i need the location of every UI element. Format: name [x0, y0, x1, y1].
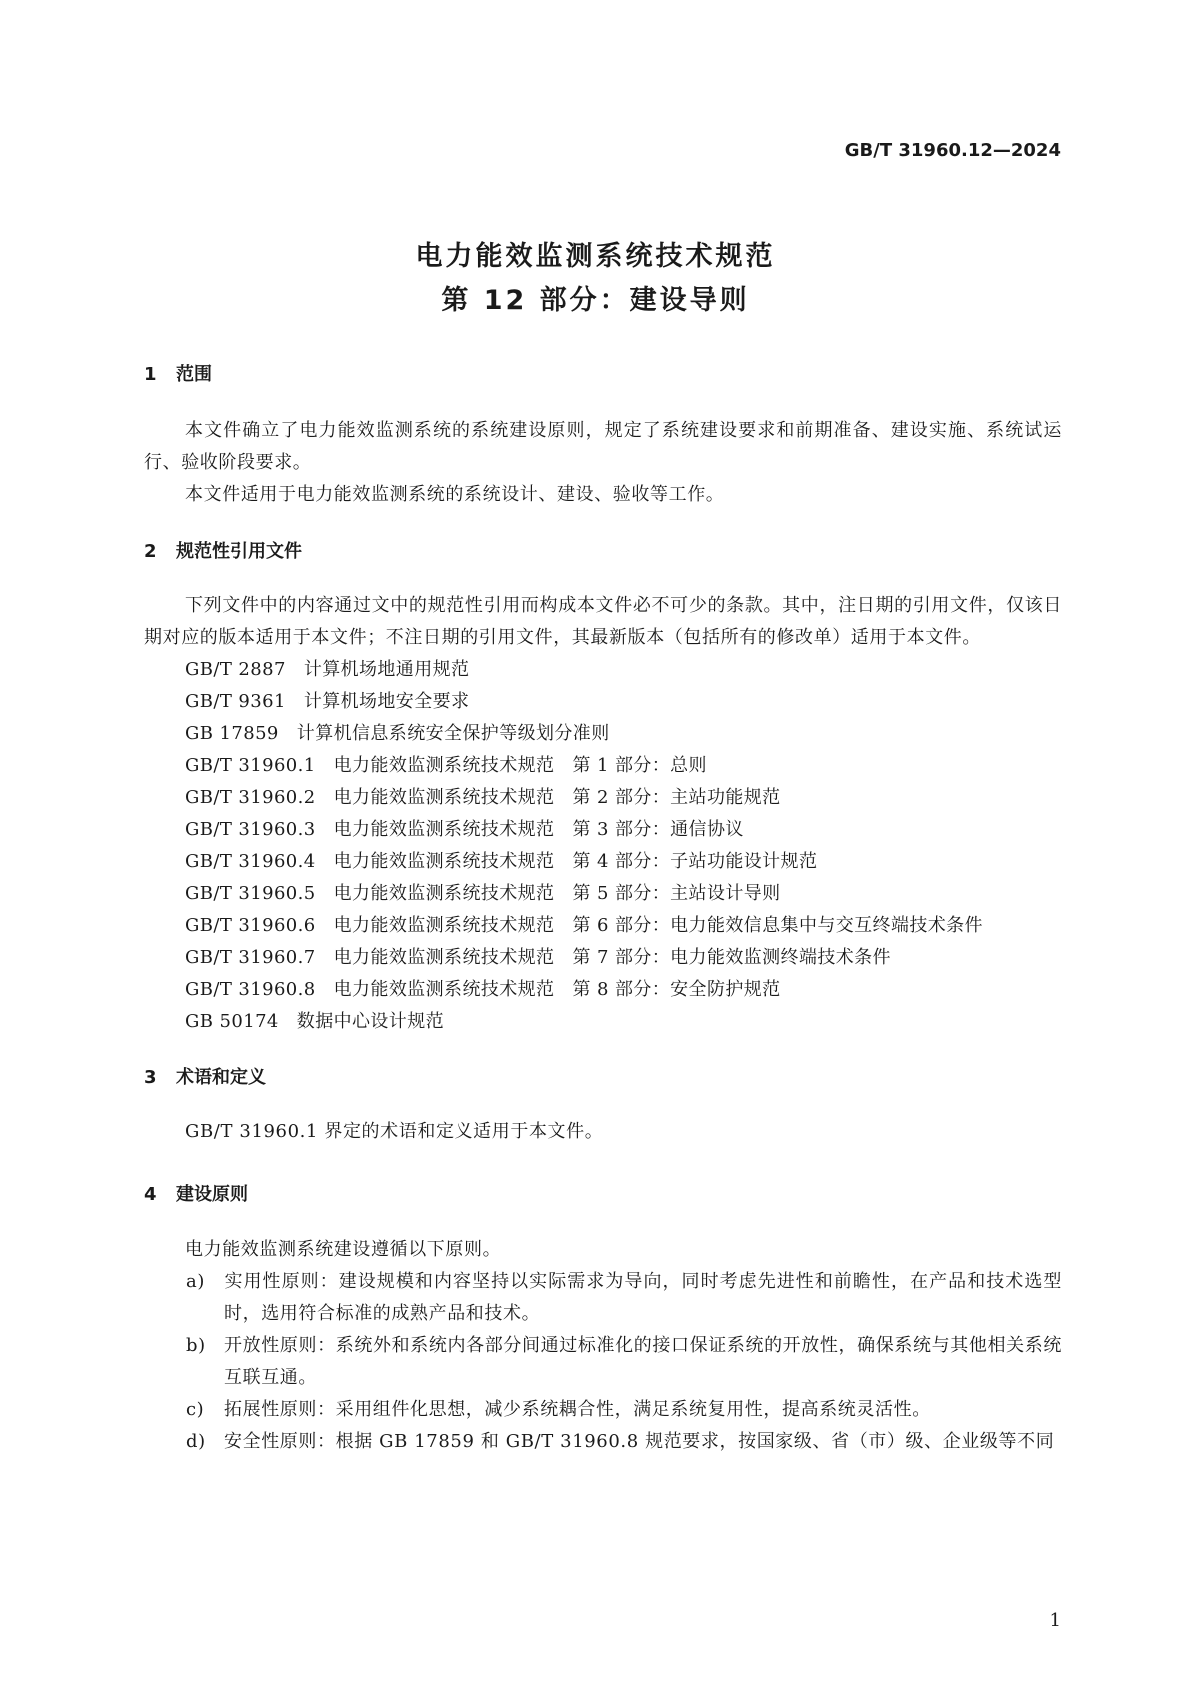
reference-list [144, 654, 1062, 1038]
reference-item [144, 718, 1062, 750]
item-tag: c) [186, 1399, 205, 1420]
reference-code: GB/T 31960.2 [185, 787, 316, 808]
reference-part: 第 7 部分：电力能效监测终端技术条件 [572, 947, 891, 968]
reference-code: GB/T 31960.5 [185, 883, 316, 904]
reference-item [144, 974, 1062, 1006]
reference-title: 电力能效监测系统技术规范 [333, 979, 555, 1000]
item-text: 实用性原则：建设规模和内容坚持以实际需求为导向，同时考虑先进性和前瞻性，在产品和技术选型时，选用符合标准的成熟产品和技术。 [224, 1271, 1062, 1324]
reference-part: 第 4 部分：子站功能设计规范 [572, 851, 818, 872]
paragraph: 电力能效监测系统建设遵循以下原则。 [185, 1239, 502, 1260]
reference-title: 电力能效监测系统技术规范 [333, 915, 555, 936]
reference-code: GB/T 31960.7 [185, 947, 316, 968]
reference-part: 第 2 部分：主站功能规范 [572, 787, 781, 808]
section-3-heading [144, 1063, 266, 1089]
section-number: 3 [144, 1067, 157, 1088]
section-number: 4 [144, 1184, 157, 1205]
paragraph: 本文件确立了电力能效监测系统的系统建设原则，规定了系统建设要求和前期准备、建设实施、系统试运行、验收阶段要求。 [144, 420, 1062, 473]
reference-item [144, 878, 1062, 910]
reference-item [144, 686, 1062, 718]
reference-title: 电力能效监测系统技术规范 [333, 947, 555, 968]
section-1-heading [144, 360, 212, 386]
principle-item [144, 1330, 1062, 1394]
reference-item [144, 654, 1062, 686]
section-4-body [144, 1234, 1062, 1458]
section-number: 1 [144, 364, 157, 385]
section-3-body [144, 1116, 1062, 1148]
section-4-heading [144, 1180, 248, 1206]
reference-code: GB/T 31960.8 [185, 979, 316, 1000]
item-text: 拓展性原则：采用组件化思想，减少系统耦合性，满足系统复用性，提高系统灵活性。 [224, 1399, 931, 1420]
reference-code: GB 17859 [185, 723, 279, 744]
reference-title: 计算机场地通用规范 [303, 659, 470, 680]
reference-item [144, 910, 1062, 942]
paragraph: GB/T 31960.1 界定的术语和定义适用于本文件。 [185, 1121, 604, 1142]
section-title: 建设原则 [176, 1184, 248, 1205]
reference-code: GB/T 31960.4 [185, 851, 316, 872]
reference-part: 第 8 部分：安全防护规范 [572, 979, 781, 1000]
reference-part: 第 1 部分：总则 [572, 755, 707, 776]
reference-title: 数据中心设计规范 [296, 1011, 444, 1032]
reference-code: GB 50174 [185, 1011, 279, 1032]
section-1-body [144, 415, 1062, 511]
reference-item [144, 1006, 1062, 1038]
section-title: 规范性引用文件 [176, 541, 302, 562]
reference-item [144, 846, 1062, 878]
page-number: 1 [1049, 1610, 1061, 1631]
standard-code: GB/T 31960.12—2024 [844, 140, 1061, 161]
reference-item [144, 782, 1062, 814]
reference-part: 第 6 部分：电力能效信息集中与交互终端技术条件 [572, 915, 983, 936]
reference-code: GB/T 2887 [185, 659, 286, 680]
section-2-body [144, 590, 1062, 1038]
principle-item [144, 1426, 1062, 1458]
reference-code: GB/T 31960.6 [185, 915, 316, 936]
item-tag: d) [186, 1431, 206, 1452]
paragraph: 下列文件中的内容通过文中的规范性引用而构成本文件必不可少的条款。其中，注日期的引用文件，仅该日期对应的版本适用于本文件；不注日期的引用文件，其最新版本（包括所有的修改单）适用于本文件。 [144, 595, 1062, 648]
reference-part: 第 3 部分：通信协议 [572, 819, 744, 840]
item-text: 开放性原则：系统外和系统内各部分间通过标准化的接口保证系统的开放性，确保系统与其他相关系统互联互通。 [224, 1335, 1062, 1388]
section-number: 2 [144, 541, 157, 562]
reference-item [144, 942, 1062, 974]
section-title: 范围 [176, 364, 212, 385]
reference-title: 计算机场地安全要求 [303, 691, 470, 712]
reference-title: 电力能效监测系统技术规范 [333, 819, 555, 840]
principle-item [144, 1394, 1062, 1426]
section-title: 术语和定义 [176, 1067, 266, 1088]
reference-code: GB/T 9361 [185, 691, 286, 712]
paragraph: 本文件适用于电力能效监测系统的系统设计、建设、验收等工作。 [185, 484, 725, 505]
reference-title: 电力能效监测系统技术规范 [333, 851, 555, 872]
section-2-heading [144, 537, 302, 563]
item-text: 安全性原则：根据 GB 17859 和 GB/T 31960.8 规范要求，按国家级、省（市）级、企业级等不同 [224, 1431, 1055, 1452]
reference-title: 电力能效监测系统技术规范 [333, 883, 555, 904]
principle-item [144, 1266, 1062, 1330]
item-tag: a) [186, 1271, 205, 1292]
item-tag: b) [186, 1335, 206, 1356]
reference-title: 电力能效监测系统技术规范 [333, 787, 555, 808]
reference-code: GB/T 31960.3 [185, 819, 316, 840]
reference-item [144, 814, 1062, 846]
document-title-line2: 第 12 部分：建设导则 [441, 285, 750, 316]
reference-title: 电力能效监测系统技术规范 [333, 755, 555, 776]
reference-item [144, 750, 1062, 782]
reference-title: 计算机信息系统安全保护等级划分准则 [296, 723, 610, 744]
reference-code: GB/T 31960.1 [185, 755, 316, 776]
reference-part: 第 5 部分：主站设计导则 [572, 883, 781, 904]
document-title-line1: 电力能效监测系统技术规范 [415, 241, 776, 272]
